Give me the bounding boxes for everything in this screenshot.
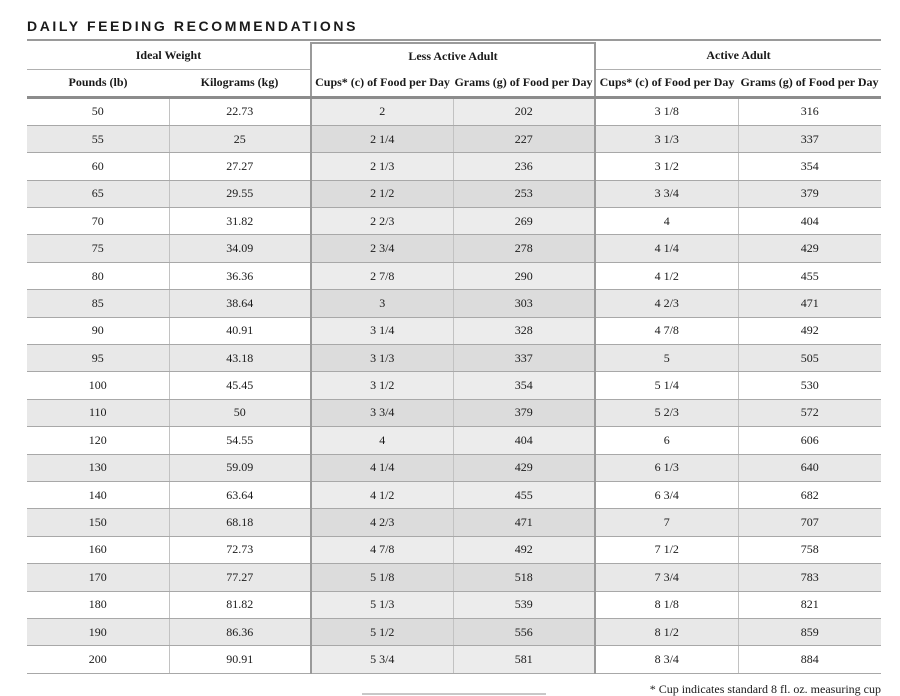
cell-active-grams: 640: [738, 454, 881, 481]
cell-less-active-cups: 5 1/3: [311, 591, 453, 618]
table-row: [27, 591, 881, 618]
cell-pounds: 75: [27, 235, 169, 262]
cell-active-cups: 7: [595, 509, 738, 536]
cell-kilograms: 90.91: [169, 646, 311, 673]
cell-active-grams: 530: [738, 372, 881, 399]
cell-pounds: 85: [27, 290, 169, 317]
cell-pounds: 100: [27, 372, 169, 399]
cell-kilograms: 68.18: [169, 509, 311, 536]
footnote: * Cup indicates standard 8 fl. oz. measuring cup: [649, 682, 881, 696]
cell-active-cups: 7 3/4: [595, 564, 738, 591]
cell-less-active-grams: 429: [453, 454, 595, 481]
table-row: [27, 290, 881, 317]
table-row: [27, 564, 881, 591]
cell-kilograms: 50: [169, 399, 311, 426]
cell-kilograms: 45.45: [169, 372, 311, 399]
cell-kilograms: 63.64: [169, 481, 311, 508]
cell-active-cups: 4 1/4: [595, 235, 738, 262]
cell-less-active-cups: 2 1/4: [311, 125, 453, 152]
cell-less-active-cups: 5 3/4: [311, 646, 453, 673]
cell-active-grams: 572: [738, 399, 881, 426]
cell-pounds: 50: [27, 97, 169, 125]
cell-active-grams: 471: [738, 290, 881, 317]
cell-kilograms: 36.36: [169, 262, 311, 289]
table-row: [27, 208, 881, 235]
cell-pounds: 160: [27, 536, 169, 563]
cell-kilograms: 27.27: [169, 153, 311, 180]
cell-active-grams: 884: [738, 646, 881, 673]
cell-less-active-grams: 269: [453, 208, 595, 235]
cell-active-grams: 492: [738, 317, 881, 344]
cell-pounds: 70: [27, 208, 169, 235]
cell-pounds: 180: [27, 591, 169, 618]
cell-less-active-cups: 4 1/4: [311, 454, 453, 481]
cell-kilograms: 77.27: [169, 564, 311, 591]
cell-less-active-grams: 253: [453, 180, 595, 207]
table-row: [27, 509, 881, 536]
cell-less-active-grams: 227: [453, 125, 595, 152]
cell-active-cups: 8 1/2: [595, 618, 738, 645]
cell-less-active-cups: 2 2/3: [311, 208, 453, 235]
table-row: [27, 235, 881, 262]
cell-kilograms: 25: [169, 125, 311, 152]
cell-active-grams: 455: [738, 262, 881, 289]
table-row: [27, 97, 881, 125]
table-row: [27, 399, 881, 426]
cell-active-grams: 606: [738, 427, 881, 454]
table-row: [27, 345, 881, 372]
cell-active-cups: 8 3/4: [595, 646, 738, 673]
cell-less-active-cups: 2 1/2: [311, 180, 453, 207]
cell-less-active-grams: 581: [453, 646, 595, 673]
cell-kilograms: 29.55: [169, 180, 311, 207]
cell-active-grams: 859: [738, 618, 881, 645]
cell-active-grams: 783: [738, 564, 881, 591]
title-divider: [27, 39, 881, 41]
cell-kilograms: 31.82: [169, 208, 311, 235]
cell-pounds: 120: [27, 427, 169, 454]
cell-less-active-grams: 328: [453, 317, 595, 344]
cell-less-active-grams: 337: [453, 345, 595, 372]
cell-active-cups: 3 1/8: [595, 97, 738, 125]
cell-active-cups: 7 1/2: [595, 536, 738, 563]
cell-active-cups: 5: [595, 345, 738, 372]
cell-active-grams: 821: [738, 591, 881, 618]
cell-active-cups: 3 1/3: [595, 125, 738, 152]
cell-kilograms: 81.82: [169, 591, 311, 618]
cell-less-active-grams: 202: [453, 97, 595, 125]
cell-less-active-cups: 3 1/4: [311, 317, 453, 344]
cell-pounds: 190: [27, 618, 169, 645]
cell-less-active-cups: 2: [311, 97, 453, 125]
cell-pounds: 200: [27, 646, 169, 673]
cell-less-active-grams: 379: [453, 399, 595, 426]
table-row: [27, 153, 881, 180]
cell-pounds: 170: [27, 564, 169, 591]
cell-less-active-cups: 4: [311, 427, 453, 454]
cell-active-grams: 429: [738, 235, 881, 262]
group-header-ideal-weight: Ideal Weight: [27, 43, 311, 69]
cell-pounds: 65: [27, 180, 169, 207]
cell-pounds: 90: [27, 317, 169, 344]
column-header-pounds: Pounds (lb): [27, 69, 169, 97]
table-row: [27, 262, 881, 289]
page-title: DAILY FEEDING RECOMMENDATIONS: [27, 18, 359, 34]
table-row: [27, 180, 881, 207]
cell-active-cups: 6: [595, 427, 738, 454]
cell-kilograms: 43.18: [169, 345, 311, 372]
cell-active-grams: 379: [738, 180, 881, 207]
cell-less-active-cups: 5 1/8: [311, 564, 453, 591]
cell-less-active-cups: 2 3/4: [311, 235, 453, 262]
cell-active-cups: 4 1/2: [595, 262, 738, 289]
table-row: [27, 536, 881, 563]
cell-kilograms: 34.09: [169, 235, 311, 262]
table-body: [27, 97, 881, 673]
cell-active-cups: 3 3/4: [595, 180, 738, 207]
cell-pounds: 140: [27, 481, 169, 508]
cell-less-active-grams: 236: [453, 153, 595, 180]
cell-pounds: 130: [27, 454, 169, 481]
cell-active-cups: 4 7/8: [595, 317, 738, 344]
cell-pounds: 55: [27, 125, 169, 152]
table-row: [27, 125, 881, 152]
cell-kilograms: 86.36: [169, 618, 311, 645]
cell-active-grams: 505: [738, 345, 881, 372]
table-row: [27, 646, 881, 673]
cell-less-active-cups: 5 1/2: [311, 618, 453, 645]
cell-active-cups: 6 1/3: [595, 454, 738, 481]
column-header-active-grams: Grams (g) of Food per Day: [738, 69, 881, 97]
cell-less-active-grams: 290: [453, 262, 595, 289]
cell-less-active-cups: 4 1/2: [311, 481, 453, 508]
cell-active-grams: 404: [738, 208, 881, 235]
cell-active-cups: 8 1/8: [595, 591, 738, 618]
cell-pounds: 110: [27, 399, 169, 426]
cell-active-cups: 4: [595, 208, 738, 235]
cell-active-cups: 5 1/4: [595, 372, 738, 399]
cell-pounds: 60: [27, 153, 169, 180]
cell-active-cups: 5 2/3: [595, 399, 738, 426]
cell-active-grams: 316: [738, 97, 881, 125]
group-header-less-active: Less Active Adult: [311, 43, 595, 69]
cell-pounds: 95: [27, 345, 169, 372]
table-row: [27, 317, 881, 344]
table-row: [27, 427, 881, 454]
cell-less-active-grams: 278: [453, 235, 595, 262]
cell-less-active-cups: 3 1/3: [311, 345, 453, 372]
cell-less-active-grams: 471: [453, 509, 595, 536]
cell-less-active-grams: 518: [453, 564, 595, 591]
feeding-table: [27, 42, 881, 674]
bottom-divider: [362, 693, 546, 695]
cell-less-active-grams: 492: [453, 536, 595, 563]
cell-less-active-grams: 303: [453, 290, 595, 317]
cell-less-active-grams: 404: [453, 427, 595, 454]
cell-kilograms: 59.09: [169, 454, 311, 481]
table-row: [27, 481, 881, 508]
table-row: [27, 618, 881, 645]
table-row: [27, 454, 881, 481]
cell-active-grams: 682: [738, 481, 881, 508]
cell-active-cups: 4 2/3: [595, 290, 738, 317]
cell-kilograms: 72.73: [169, 536, 311, 563]
cell-less-active-cups: 4 2/3: [311, 509, 453, 536]
cell-kilograms: 40.91: [169, 317, 311, 344]
column-header-less-active-grams: Grams (g) of Food per Day: [453, 69, 595, 97]
column-header-less-active-cups: Cups* (c) of Food per Day: [311, 69, 453, 97]
cell-less-active-cups: 3: [311, 290, 453, 317]
cell-less-active-grams: 556: [453, 618, 595, 645]
cell-active-grams: 337: [738, 125, 881, 152]
cell-active-grams: 707: [738, 509, 881, 536]
cell-less-active-cups: 2 7/8: [311, 262, 453, 289]
cell-less-active-grams: 354: [453, 372, 595, 399]
cell-kilograms: 38.64: [169, 290, 311, 317]
cell-active-cups: 6 3/4: [595, 481, 738, 508]
cell-kilograms: 54.55: [169, 427, 311, 454]
table-row: [27, 372, 881, 399]
cell-active-grams: 758: [738, 536, 881, 563]
cell-less-active-grams: 539: [453, 591, 595, 618]
cell-less-active-cups: 2 1/3: [311, 153, 453, 180]
cell-kilograms: 22.73: [169, 97, 311, 125]
cell-pounds: 80: [27, 262, 169, 289]
cell-less-active-grams: 455: [453, 481, 595, 508]
cell-less-active-cups: 4 7/8: [311, 536, 453, 563]
column-header-active-cups: Cups* (c) of Food per Day: [595, 69, 738, 97]
group-header-active: Active Adult: [595, 43, 881, 69]
cell-less-active-cups: 3 3/4: [311, 399, 453, 426]
cell-active-cups: 3 1/2: [595, 153, 738, 180]
column-header-kilograms: Kilograms (kg): [169, 69, 311, 97]
cell-less-active-cups: 3 1/2: [311, 372, 453, 399]
cell-pounds: 150: [27, 509, 169, 536]
cell-active-grams: 354: [738, 153, 881, 180]
